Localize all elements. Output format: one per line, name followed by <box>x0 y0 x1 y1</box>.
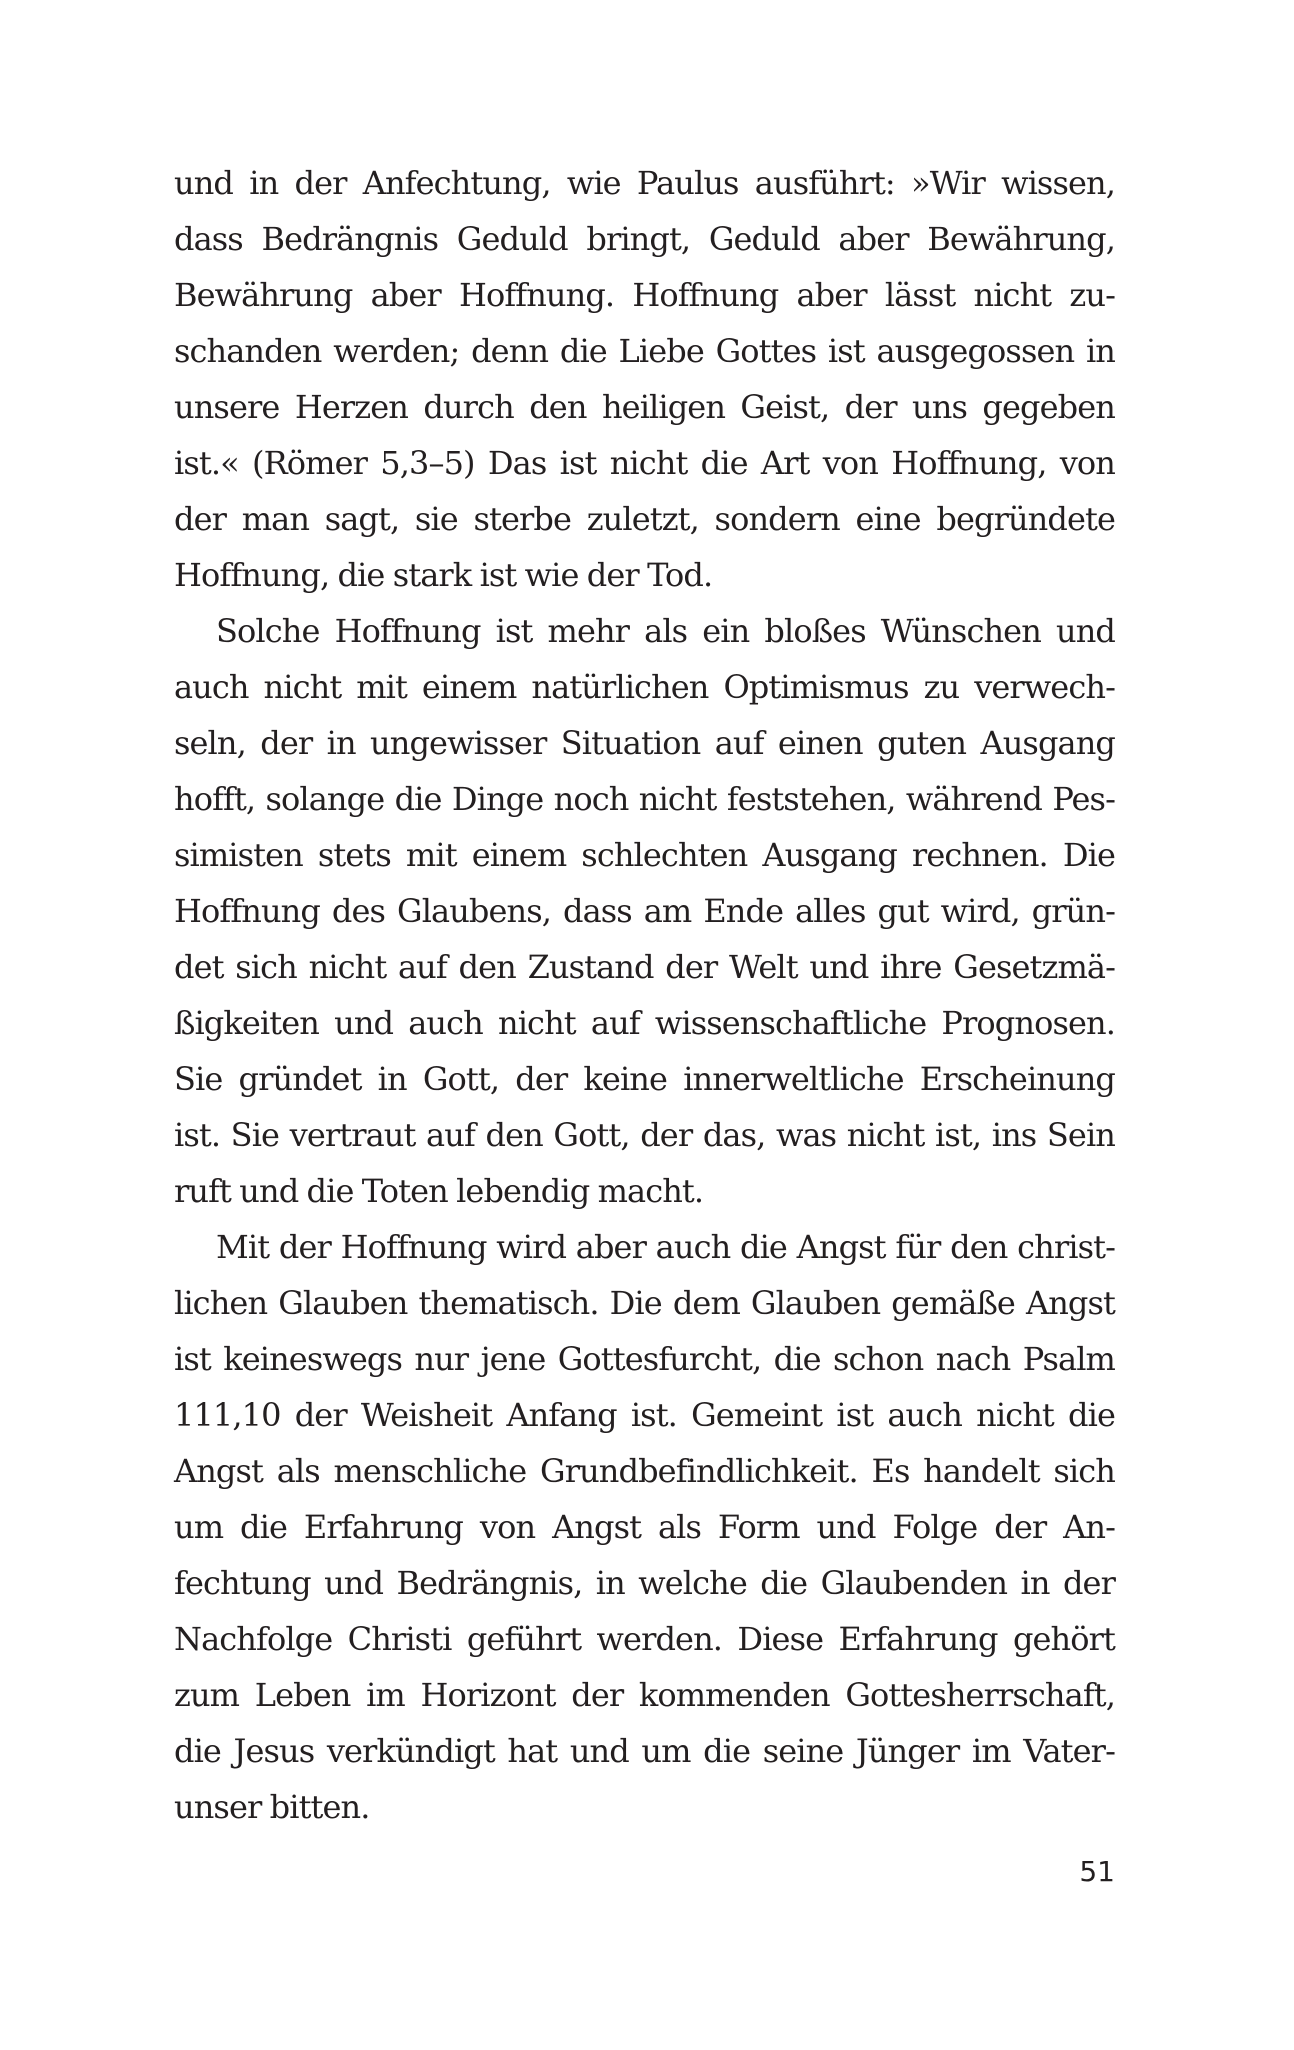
text-line: Nachfolge Christi geführt werden. Diese Erfahrung gehört <box>174 1620 1115 1658</box>
text-line: Hoffnung des Glaubens, dass am Ende alles gut wird, grün- <box>174 892 1115 930</box>
text-line: um die Erfahrung von Angst als Form und Folge der An- <box>174 1508 1115 1546</box>
text-line: zum Leben im Horizont der kommenden Gottesherrschaft, <box>174 1676 1115 1714</box>
text-line: dass Bedrängnis Geduld bringt, Geduld aber Bewährung, <box>174 220 1115 258</box>
text-line: die Jesus verkündigt hat und um die seine Jünger im Vater- <box>174 1732 1115 1770</box>
text-line: ist keineswegs nur jene Gottesfurcht, die schon nach Psalm <box>174 1340 1115 1378</box>
text-line: Sie gründet in Gott, der keine innerweltliche Erscheinung <box>174 1060 1115 1098</box>
text-line: Bewährung aber Hoffnung. Hoffnung aber lässt nicht zu- <box>174 276 1115 314</box>
text-line: seln, der in ungewisser Situation auf einen guten Ausgang <box>174 724 1115 762</box>
text-line: schanden werden; denn die Liebe Gottes ist ausgegossen in <box>174 332 1115 370</box>
text-line: lichen Glauben thematisch. Die dem Glauben gemäße Angst <box>174 1284 1115 1322</box>
text-line: und in der Anfechtung, wie Paulus ausführt: »Wir wissen, <box>174 164 1115 202</box>
text-line: unsere Herzen durch den heiligen Geist, der uns gegeben <box>174 388 1115 426</box>
text-line: Mit der Hoffnung wird aber auch die Angst für den christ- <box>216 1228 1115 1266</box>
text-line: ßigkeiten und auch nicht auf wissenschaftliche Prognosen. <box>174 1004 1115 1042</box>
text-line: fechtung und Bedrängnis, in welche die Glaubenden in der <box>174 1564 1115 1602</box>
text-line: hofft, solange die Dinge noch nicht feststehen, während Pes- <box>174 780 1115 818</box>
page-number: 51 <box>1079 1855 1115 1888</box>
text-line: ist. Sie vertraut auf den Gott, der das, was nicht ist, ins Sein <box>174 1116 1115 1154</box>
text-line: unser bitten. <box>174 1788 370 1826</box>
text-line: auch nicht mit einem natürlichen Optimismus zu verwech- <box>174 668 1115 706</box>
body-text <box>174 155 1115 1835</box>
text-line: Solche Hoffnung ist mehr als ein bloßes Wünschen und <box>216 612 1115 650</box>
text-line: Hoffnung, die stark ist wie der Tod. <box>174 556 713 594</box>
text-line: 111,10 der Weisheit Anfang ist. Gemeint ist auch nicht die <box>174 1396 1115 1434</box>
text-line: Angst als menschliche Grundbefindlichkeit. Es handelt sich <box>174 1452 1115 1490</box>
text-line: ist.« (Römer 5,3–5) Das ist nicht die Art von Hoffnung, von <box>174 444 1115 482</box>
text-line: simisten stets mit einem schlechten Ausgang rechnen. Die <box>174 836 1115 874</box>
text-line: der man sagt, sie sterbe zuletzt, sondern eine begründete <box>174 500 1115 538</box>
text-line: det sich nicht auf den Zustand der Welt und ihre Gesetzmä- <box>174 948 1115 986</box>
text-line: ruft und die Toten lebendig macht. <box>174 1172 704 1210</box>
